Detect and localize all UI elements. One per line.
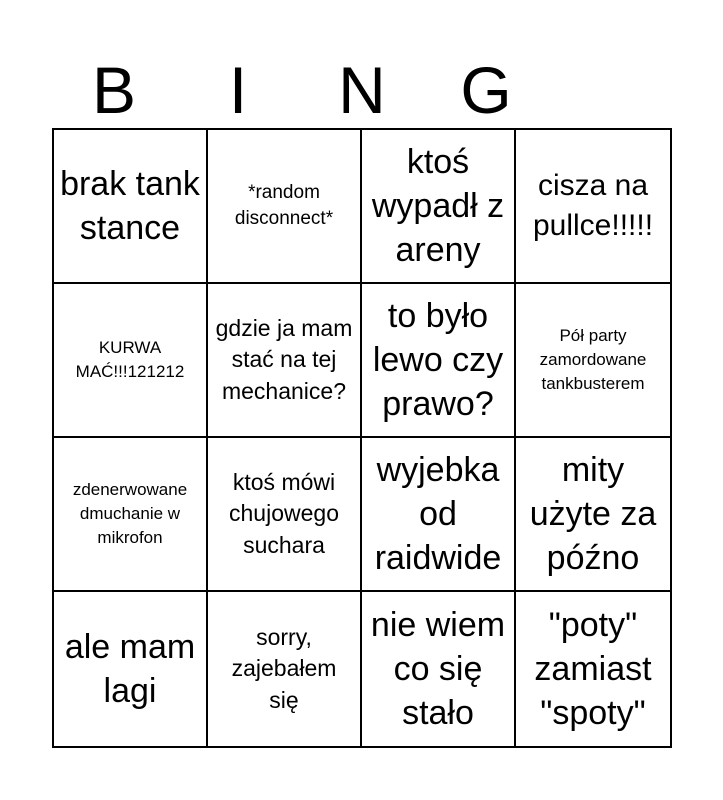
- bingo-cell-2-4[interactable]: Pół party zamordowane tankbusterem: [516, 284, 670, 438]
- title-letter-n: N: [338, 53, 386, 127]
- bingo-cell-4-2[interactable]: sorry, zajebałem się: [208, 592, 362, 746]
- bingo-cell-4-3[interactable]: nie wiem co się stało: [362, 592, 516, 746]
- bingo-cell-1-1[interactable]: brak tank stance: [54, 130, 208, 284]
- bingo-cell-2-3[interactable]: to było lewo czy prawo?: [362, 284, 516, 438]
- bingo-cell-1-3[interactable]: ktoś wypadł z areny: [362, 130, 516, 284]
- title-letter-b: B: [91, 53, 137, 127]
- bingo-cell-3-2[interactable]: ktoś mówi chujowego suchara: [208, 438, 362, 592]
- bingo-cell-4-4[interactable]: "poty" zamiast "spoty": [534, 605, 652, 733]
- title-letter-i: I: [228, 53, 248, 127]
- bingo-cell-3-1[interactable]: zdenerwowane dmuchanie w mikrofon: [54, 438, 208, 592]
- bingo-cell-1-2[interactable]: *random disconnect*: [208, 130, 362, 284]
- bingo-cell-2-2[interactable]: gdzie ja mam stać na tej mechanice?: [208, 284, 362, 438]
- bingo-cell-3-3[interactable]: wyjebka od raidwide: [362, 438, 516, 592]
- bingo-cell-1-4[interactable]: cisza na pullce!!!!!: [516, 130, 670, 284]
- bingo-grid: [52, 128, 672, 748]
- bingo-cell-4-1[interactable]: ale mam lagi: [54, 592, 208, 746]
- bingo-cell-3-4[interactable]: mity użyte za późno: [516, 438, 670, 592]
- bingo-cell-2-1[interactable]: KURWA MAĆ!!!121212: [54, 284, 208, 438]
- bingo-title: [52, 52, 672, 128]
- title-letter-g: G: [460, 53, 512, 127]
